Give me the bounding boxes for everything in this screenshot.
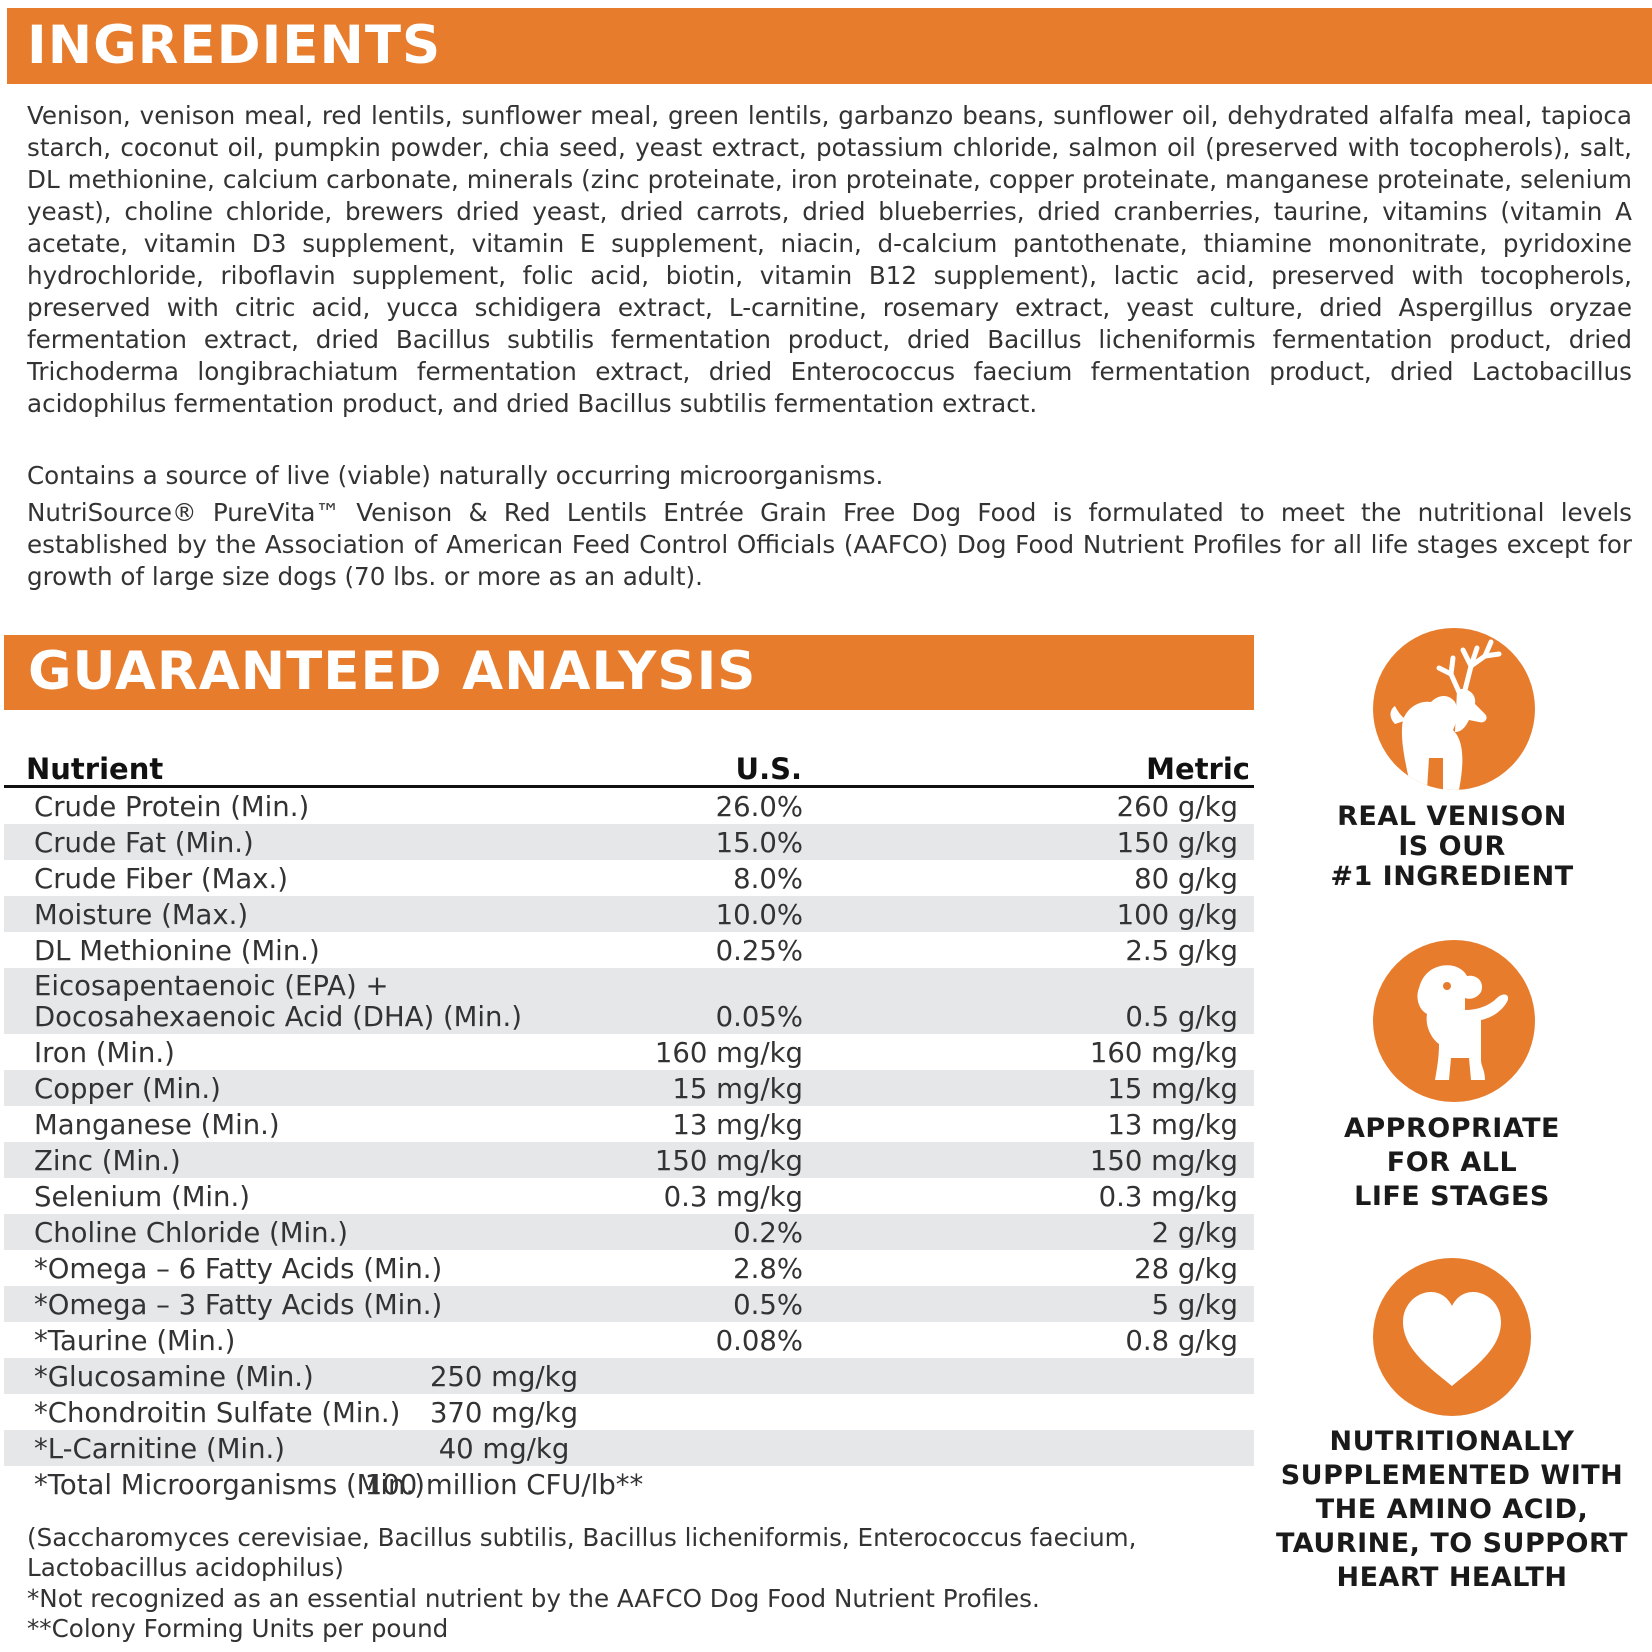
microorganisms-statement: Contains a source of live (viable) naturally occurring microorganisms. — [27, 461, 884, 490]
table-row — [4, 1430, 1254, 1466]
nutrient-name: Manganese (Min.) — [34, 1109, 280, 1141]
nutrient-value-us: 8.0% — [733, 863, 803, 895]
guaranteed-analysis-heading: GUARANTEED ANALYSIS — [28, 641, 757, 702]
nutrient-value-metric: 150 mg/kg — [1089, 1145, 1238, 1177]
column-header-nutrient: Nutrient — [26, 752, 164, 786]
nutrient-name: Selenium (Min.) — [34, 1181, 250, 1213]
nutrient-value-combined: 370 mg/kg — [429, 1397, 579, 1429]
nutrient-value-us: 0.5% — [733, 1289, 803, 1321]
table-row — [4, 1178, 1254, 1214]
nutrient-name: *Total Microorganisms (Min.) — [34, 1469, 425, 1501]
nutrient-name: *Taurine (Min.) — [34, 1325, 236, 1357]
table-row — [4, 1034, 1254, 1070]
nutrient-name: Crude Fiber (Max.) — [34, 863, 288, 895]
ingredients-list: Venison, venison meal, red lentils, sunflower meal, green lentils, garbanzo beans, sunflower oil, dehydrated alfalfa meal, tapioca starch, coconut oil, pumpkin powder, chia seed, yeast extract, potassium chloride, salmon oil (preserved with tocopherols), salt, DL methionine, calcium carbonate, minerals (zinc proteinate, iron proteinate, copper proteinate, manganese proteinate, selenium yeast), choline chloride, brewers dried yeast, dried carrots, dried blueberries, dried cranberries, taurine, vitamins (vitamin A acetate, vitamin D3 supplement, vitamin E supplement, niacin, d-calcium pantothenate, thiamine mononitrate, pyridoxine hydrochloride, riboflavin supplement, folic acid, biotin, vitamin B12 supplement), lactic acid, preserved with tocopherols, preserved with citric acid, yucca schidigera extract, L-carnitine, rosemary extract, yeast culture, dried Aspergillus oryzae fermentation extract, dried Bacillus subtilis fermentation product, dried Bacillus licheniformis fermentation product, dried Trichoderma longibrachiatum fermentation extract, dried Enterococcus faecium fermentation product, dried Lactobacillus acidophilus fermentation product, and dried Bacillus subtilis fermentation extract. — [27, 101, 1632, 418]
nutrient-value-us: 150 mg/kg — [654, 1145, 803, 1177]
nutrient-name: *L-Carnitine (Min.) — [34, 1433, 285, 1465]
table-row — [4, 860, 1254, 896]
aafco-statement: NutriSource® PureVita™ Venison & Red Lentils Entrée Grain Free Dog Food is formulated to meet the nutritional levels established by the Association of American Feed Control Officials (AAFCO) Dog Food Nutrient Profiles for all life stages except for growth of large size dogs (70 lbs. or more as an adult). — [27, 498, 1632, 591]
nutrient-value-metric: 100 g/kg — [1116, 899, 1238, 931]
table-header — [4, 750, 1254, 788]
table-row — [4, 788, 1254, 824]
table-row — [4, 824, 1254, 860]
footnote-not-essential: *Not recognized as an essential nutrient by the AAFCO Dog Food Nutrient Profiles. — [27, 1584, 1040, 1613]
nutrient-value-us: 15 mg/kg — [672, 1073, 803, 1105]
nutrient-value-metric: 260 g/kg — [1116, 791, 1238, 823]
nutrient-table — [4, 750, 1254, 1502]
table-row — [4, 1106, 1254, 1142]
table-row — [4, 1466, 1254, 1502]
table-row — [4, 1358, 1254, 1394]
ingredients-heading: INGREDIENTS — [27, 15, 442, 76]
nutrient-name: *Chondroitin Sulfate (Min.) — [34, 1397, 401, 1429]
table-row — [4, 932, 1254, 968]
microorganism-species-note: (Saccharomyces cerevisiae, Bacillus subtilis, Bacillus licheniformis, Enterococcus faecium, Lactobacillus acidophilus) — [27, 1523, 1137, 1582]
nutrient-value-us: 0.25% — [715, 935, 803, 967]
table-row — [4, 896, 1254, 932]
nutrient-name: Choline Chloride (Min.) — [34, 1217, 348, 1249]
nutrient-name: DL Methionine (Min.) — [34, 935, 320, 967]
callout-taurine-heart-health: NUTRITIONALLY SUPPLEMENTED WITH THE AMINO ACID, TAURINE, TO SUPPORT HEART HEALTH — [1275, 1426, 1628, 1593]
callout-life-stages: APPROPRIATE FOR ALL LIFE STAGES — [1343, 1113, 1560, 1212]
nutrient-value-us: 160 mg/kg — [654, 1037, 803, 1069]
nutrient-value-us: 26.0% — [715, 791, 803, 823]
table-row — [4, 1394, 1254, 1430]
table-row — [4, 1322, 1254, 1358]
nutrient-value-us: 10.0% — [715, 899, 803, 931]
heart-icon — [1373, 1258, 1531, 1416]
nutrient-value-metric: 0.8 g/kg — [1125, 1325, 1238, 1357]
nutrient-value-us: 0.05% — [715, 1001, 803, 1033]
column-header-us: U.S. — [735, 752, 802, 786]
nutrient-value-metric: 2.5 g/kg — [1125, 935, 1238, 967]
table-row — [4, 968, 1254, 1034]
footnote-cfu: **Colony Forming Units per pound — [27, 1614, 449, 1643]
nutrient-value-metric: 80 g/kg — [1134, 863, 1238, 895]
deer-dog-icon — [1373, 628, 1535, 790]
table-body — [4, 788, 1254, 1502]
nutrient-value-metric: 2 g/kg — [1151, 1217, 1238, 1249]
nutrient-name: *Glucosamine (Min.) — [34, 1361, 314, 1393]
table-row — [4, 1286, 1254, 1322]
nutrient-value-combined: 40 mg/kg — [438, 1433, 570, 1465]
nutrient-value-us: 0.2% — [733, 1217, 803, 1249]
nutrient-value-metric: 0.3 mg/kg — [1098, 1181, 1238, 1213]
table-row — [4, 1214, 1254, 1250]
nutrient-name: Moisture (Max.) — [34, 899, 249, 931]
nutrient-value-us: 0.3 mg/kg — [663, 1181, 803, 1213]
nutrient-name: Copper (Min.) — [34, 1073, 221, 1105]
nutrient-name: *Omega – 6 Fatty Acids (Min.) — [34, 1253, 443, 1285]
table-row — [4, 1142, 1254, 1178]
table-row — [4, 1250, 1254, 1286]
nutrient-value-metric: 5 g/kg — [1151, 1289, 1238, 1321]
nutrient-value-metric: 28 g/kg — [1134, 1253, 1238, 1285]
nutrient-name: Crude Fat (Min.) — [34, 827, 254, 859]
nutrient-value-us: 2.8% — [733, 1253, 803, 1285]
nutrient-value-us: 15.0% — [715, 827, 803, 859]
puppy-icon — [1373, 940, 1535, 1102]
nutrient-value-metric: 15 mg/kg — [1107, 1073, 1238, 1105]
column-header-metric: Metric — [1146, 752, 1250, 786]
table-row — [4, 1070, 1254, 1106]
nutrient-value-metric: 160 mg/kg — [1089, 1037, 1238, 1069]
nutrient-name: Iron (Min.) — [34, 1037, 175, 1069]
nutrient-name: Eicosapentaenoic (EPA) + Docosahexaenoic Acid (DHA) (Min.) — [34, 970, 522, 1033]
nutrient-value-us: 0.08% — [715, 1325, 803, 1357]
nutrient-value-metric: 0.5 g/kg — [1125, 1001, 1238, 1033]
nutrient-value-us: 13 mg/kg — [672, 1109, 803, 1141]
nutrient-value-combined: 100 million CFU/lb** — [364, 1469, 644, 1501]
nutrient-name: Crude Protein (Min.) — [34, 791, 310, 823]
guaranteed-analysis-banner — [4, 635, 1254, 710]
callout-real-venison: REAL VENISON IS OUR #1 INGREDIENT — [1330, 801, 1574, 892]
ingredients-banner — [7, 8, 1652, 84]
nutrient-name: Zinc (Min.) — [34, 1145, 181, 1177]
nutrient-name: *Omega – 3 Fatty Acids (Min.) — [34, 1289, 443, 1321]
nutrient-value-combined: 250 mg/kg — [429, 1361, 579, 1393]
nutrient-value-metric: 13 mg/kg — [1107, 1109, 1238, 1141]
nutrient-value-metric: 150 g/kg — [1116, 827, 1238, 859]
